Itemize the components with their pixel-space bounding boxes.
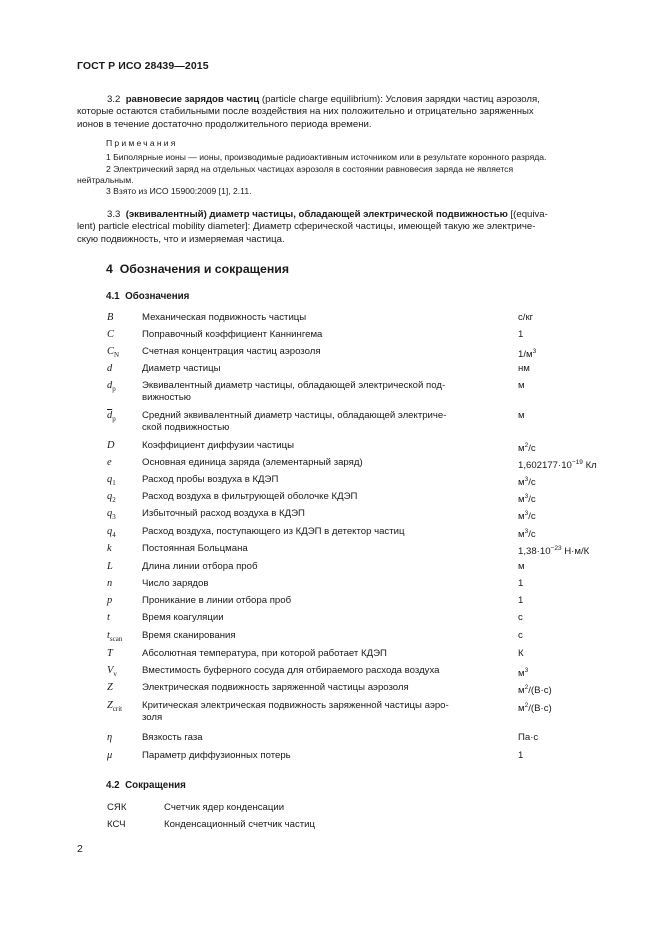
symbol-unit: $м^2/с$ <box>518 442 536 455</box>
symbol-unit: с <box>518 630 523 641</box>
symbol-description: Проникание в линии отбора проб <box>142 595 292 606</box>
symbol: p <box>107 595 113 606</box>
symbol: $t_{scan}$ <box>107 630 123 644</box>
def-3-2-term: равновесие зарядов частиц <box>125 94 260 105</box>
symbol: $q_4$ <box>107 526 116 540</box>
symbol-unit: $м^3/с$ <box>518 493 536 506</box>
symbol-unit: $1,602177\cdot 10^{-19}$ Кл <box>518 459 597 472</box>
symbol: Z <box>107 682 113 693</box>
def-3-2-text-3: ионов в течение достаточно продолжительного периода времени. <box>77 118 372 130</box>
symbol: $\overline{d}_p$ <box>107 410 116 424</box>
def-3-3-number: 3.3 <box>107 209 121 220</box>
def-3-2-number: 3.2 <box>107 94 121 105</box>
symbol: B <box>107 312 114 323</box>
definition-3-2 <box>77 94 614 131</box>
symbol-unit: К <box>518 648 524 659</box>
symbol-description: Средний эквивалентный диаметр частицы, обладающей электриче- ской подвижностью <box>142 410 447 434</box>
symbol: L <box>107 561 113 572</box>
symbol-description: Поправочный коэффициент Каннингема <box>142 329 323 340</box>
note-2: 2 Электрический заряд на отдельных частицах аэрозоля в состоянии равновесия заряда не является <box>106 164 514 174</box>
symbol: C <box>107 329 114 340</box>
symbol-unit: $1/м^3$ <box>518 348 537 361</box>
symbol-description: Диаметр частицы <box>142 363 221 374</box>
symbol-unit: Па·с <box>518 732 539 743</box>
symbol: $V_v$ <box>107 665 117 679</box>
symbol-unit: нм <box>518 363 530 374</box>
symbol-unit: $м^3/с$ <box>518 510 536 523</box>
symbol-unit: 1 <box>518 578 524 589</box>
symbol-description: Счетная концентрация частиц аэрозоля <box>142 346 321 357</box>
symbol-unit: $м^2/(В\cdot с)$ <box>518 702 552 715</box>
symbol-description: Абсолютная температура, при которой работает КДЭП <box>142 648 387 659</box>
def-3-3-text-1: [(equiva- <box>507 209 548 220</box>
symbol: T <box>107 648 113 659</box>
symbol-description: Критическая электрическая подвижность заряженной частицы аэро- золя <box>142 700 449 724</box>
note-1: 1 Биполярные ионы — ионы, производимые радиоактивным источником или в результате коронного разряда. <box>106 152 547 162</box>
symbol: e <box>107 457 112 468</box>
symbol-unit: $м^3/с$ <box>518 476 536 489</box>
note-2-cont: нейтральным. <box>77 175 134 185</box>
def-3-2-text-1: (particle charge equilibrium): Условия зарядки частиц аэрозоля, <box>259 94 540 105</box>
symbol-description: Эквивалентный диаметр частицы, обладающей электрической под- вижностью <box>142 380 446 404</box>
symbol-description: Основная единица заряда (элементарный заряд) <box>142 457 363 468</box>
symbol-description: Вязкость газа <box>142 732 203 743</box>
symbol: $d_p$ <box>107 380 116 394</box>
symbol-description: Электрическая подвижность заряженной частицы аэрозоля <box>142 682 409 693</box>
def-3-3-text-2: lent) particle electrical mobility diameter]: Диаметр сферической частицы, имеющей такую же электриче- <box>77 221 536 233</box>
symbol: $C_N$ <box>107 346 119 360</box>
symbol: $q_3$ <box>107 508 116 522</box>
symbol: μ <box>107 750 113 761</box>
symbol-unit: $1,38\cdot 10^{-23}$ Н·м/К <box>518 545 590 558</box>
symbol-description: Расход воздуха в фильтрующей оболочке КДЭП <box>142 491 358 502</box>
symbol-description: Механическая подвижность частицы <box>142 312 307 323</box>
symbol-description: Коэффициент диффузии частицы <box>142 440 295 451</box>
symbol-unit: $м^2/(В\cdot с)$ <box>518 684 552 697</box>
symbol: n <box>107 578 113 589</box>
symbol: k <box>107 543 112 554</box>
symbol-unit: 1 <box>518 329 524 340</box>
symbol-unit: 1 <box>518 595 524 606</box>
symbol-description: Длина линии отбора проб <box>142 561 258 572</box>
subsection-4-2-heading: 4.2 Сокращения <box>106 780 186 791</box>
symbol-description: Расход воздуха, поступающего из КДЭП в детектор частиц <box>142 526 405 537</box>
symbol-unit: с/кг <box>518 312 534 323</box>
symbol: η <box>107 732 113 743</box>
symbol-unit: м <box>518 410 525 421</box>
symbol: t <box>107 612 110 623</box>
symbol-description: Вместимость буферного сосуда для отбираемого расхода воздуха <box>142 665 440 676</box>
symbol: $Z_{crit}$ <box>107 700 123 714</box>
abbreviation: КСЧ <box>107 819 126 830</box>
symbol-description: Число зарядов <box>142 578 209 589</box>
symbol-unit: м <box>518 561 525 572</box>
symbol: D <box>107 440 115 451</box>
symbol-description: Время сканирования <box>142 630 236 641</box>
subsection-4-1-heading: 4.1 Обозначения <box>106 291 190 302</box>
symbol: d <box>107 363 113 374</box>
abbreviation-description: Счетчик ядер конденсации <box>164 802 285 813</box>
def-3-3-text-3: скую подвижность, что и измеряемая частица. <box>77 233 285 245</box>
note-3: 3 Взято из ИСО 15900:2009 [1], 2.11. <box>106 186 252 196</box>
def-3-3-term: (эквивалентный) диаметр частицы, обладающей электрической подвижностью <box>125 209 508 220</box>
symbol-description: Расход пробы воздуха в КДЭП <box>142 474 279 485</box>
page-number: 2 <box>77 843 83 855</box>
abbreviation: СЯК <box>107 802 127 813</box>
symbol-unit: $м^3$ <box>518 667 529 680</box>
abbreviation-description: Конденсационный счетчик частиц <box>164 819 315 830</box>
definition-3-3 <box>77 209 614 246</box>
symbol-unit: 1 <box>518 750 524 761</box>
symbol-unit: с <box>518 612 523 623</box>
symbol-description: Время коагуляции <box>142 612 224 623</box>
symbol-description: Параметр диффузионных потерь <box>142 750 291 761</box>
symbol-unit: $м^3/с$ <box>518 528 536 541</box>
def-3-2-text-2: которые остаются стабильными после воздействия на них положительно и отрицательно заряженных <box>77 106 534 118</box>
symbol-description: Постоянная Больцмана <box>142 543 248 554</box>
symbol: $q_1$ <box>107 474 116 488</box>
symbol-unit: м <box>518 380 525 391</box>
section-4-heading: 4 Обозначения и сокращения <box>106 262 290 276</box>
symbol: $q_2$ <box>107 491 116 505</box>
document-header: ГОСТ Р ИСО 28439—2015 <box>77 60 209 72</box>
symbol-description: Избыточный расход воздуха в КДЭП <box>142 508 305 519</box>
notes-title: Примечания <box>106 138 178 148</box>
